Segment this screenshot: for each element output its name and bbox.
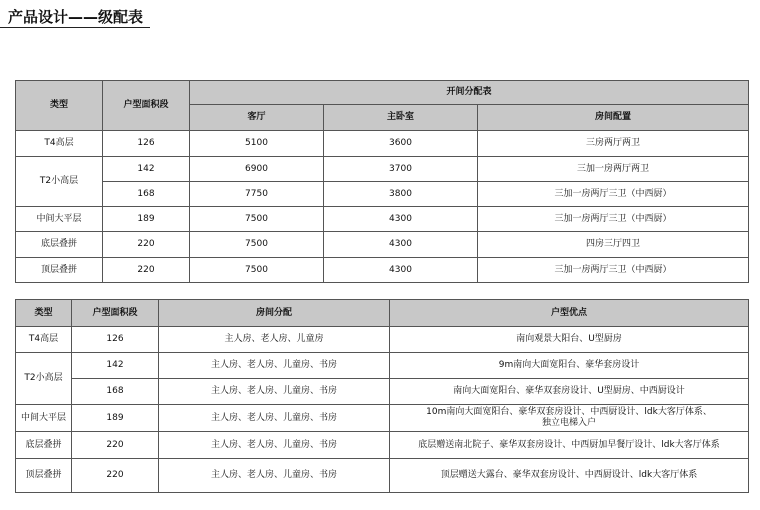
- cell-merits-line-1: 10m南向大面宽阳台、豪华双套房设计、中西厨设计、ldk大客厅体系、: [426, 407, 712, 417]
- page-title: 产品设计——级配表: [8, 8, 144, 26]
- cell-master: 3800: [324, 182, 478, 207]
- cell-type: T4高层: [16, 131, 103, 157]
- cell-area: 126: [72, 327, 159, 353]
- table-row: [16, 232, 749, 258]
- table-row: [16, 459, 749, 493]
- table-row: [16, 157, 749, 182]
- unit-merits-table: [15, 299, 749, 493]
- cell-type: 中间大平层: [16, 207, 103, 232]
- header-area: 户型面积段: [72, 300, 159, 327]
- header-living: 客厅: [190, 105, 324, 131]
- cell-merits: 顶层赠送大露台、豪华双套房设计、中西厨设计、ldk大客厅体系: [390, 459, 749, 493]
- cell-merits: 9m南向大面宽阳台、豪华套房设计: [390, 353, 749, 379]
- cell-rooms: 四房三厅四卫: [478, 232, 749, 258]
- cell-type: 顶层叠拼: [16, 258, 103, 283]
- cell-living: 7500: [190, 258, 324, 283]
- cell-rooms: 三加一房两厅三卫（中西厨）: [478, 258, 749, 283]
- header-rooms: 房间分配: [159, 300, 390, 327]
- cell-rooms: 主人房、老人房、儿童房: [159, 327, 390, 353]
- cell-living: 7500: [190, 207, 324, 232]
- cell-rooms: 主人房、老人房、儿童房、书房: [159, 459, 390, 493]
- cell-living: 7750: [190, 182, 324, 207]
- cell-living: 7500: [190, 232, 324, 258]
- cell-area: 220: [72, 432, 159, 459]
- header-group: 开间分配表: [190, 81, 749, 105]
- cell-master: 4300: [324, 258, 478, 283]
- cell-area: 168: [103, 182, 190, 207]
- cell-merits: 南向观景大阳台、U型厨房: [390, 327, 749, 353]
- cell-area: 220: [103, 232, 190, 258]
- cell-rooms: 三房两厅两卫: [478, 131, 749, 157]
- cell-area: 142: [103, 157, 190, 182]
- room-allocation-table: [15, 80, 749, 283]
- cell-living: 6900: [190, 157, 324, 182]
- cell-rooms: 主人房、老人房、儿童房、书房: [159, 379, 390, 405]
- cell-type: 底层叠拼: [16, 432, 72, 459]
- cell-type: T4高层: [16, 327, 72, 353]
- cell-merits: [390, 405, 749, 432]
- table-row: [16, 405, 749, 432]
- cell-master: 3600: [324, 131, 478, 157]
- cell-living: 5100: [190, 131, 324, 157]
- header-rooms: 房间配置: [478, 105, 749, 131]
- cell-merits-line-2: 独立电梯入户: [541, 418, 596, 428]
- cell-area: 220: [72, 459, 159, 493]
- table-row: [16, 207, 749, 232]
- header-type: 类型: [16, 81, 103, 131]
- cell-type: T2小高层: [16, 353, 72, 405]
- cell-merits: 南向大面宽阳台、豪华双套房设计、U型厨房、中西厨设计: [390, 379, 749, 405]
- cell-master: 4300: [324, 232, 478, 258]
- cell-type: T2小高层: [16, 157, 103, 207]
- cell-area: 168: [72, 379, 159, 405]
- cell-type: 中间大平层: [16, 405, 72, 432]
- header-area: 户型面积段: [103, 81, 190, 131]
- cell-rooms: 主人房、老人房、儿童房、书房: [159, 405, 390, 432]
- table-row: [16, 258, 749, 283]
- cell-merits: 底层赠送南北院子、豪华双套房设计、中西厨加早餐厅设计、ldk大客厅体系: [390, 432, 749, 459]
- cell-type: 顶层叠拼: [16, 459, 72, 493]
- cell-rooms: 主人房、老人房、儿童房、书房: [159, 432, 390, 459]
- table-row: [16, 379, 749, 405]
- table-row: [16, 327, 749, 353]
- cell-rooms: 三加一房两厅三卫（中西厨）: [478, 207, 749, 232]
- cell-master: 3700: [324, 157, 478, 182]
- title-underline: [0, 27, 150, 28]
- cell-master: 4300: [324, 207, 478, 232]
- header-type: 类型: [16, 300, 72, 327]
- header-merits: 户型优点: [390, 300, 749, 327]
- table-row: [16, 131, 749, 157]
- cell-area: 126: [103, 131, 190, 157]
- cell-rooms: 三加一房两厅两卫: [478, 157, 749, 182]
- table-row: [16, 182, 749, 207]
- header-master: 主卧室: [324, 105, 478, 131]
- cell-area: 189: [72, 405, 159, 432]
- cell-area: 142: [72, 353, 159, 379]
- table-row: [16, 432, 749, 459]
- cell-area: 189: [103, 207, 190, 232]
- cell-area: 220: [103, 258, 190, 283]
- table-row: [16, 353, 749, 379]
- cell-type: 底层叠拼: [16, 232, 103, 258]
- cell-rooms: 主人房、老人房、儿童房、书房: [159, 353, 390, 379]
- cell-rooms: 三加一房两厅三卫（中西厨）: [478, 182, 749, 207]
